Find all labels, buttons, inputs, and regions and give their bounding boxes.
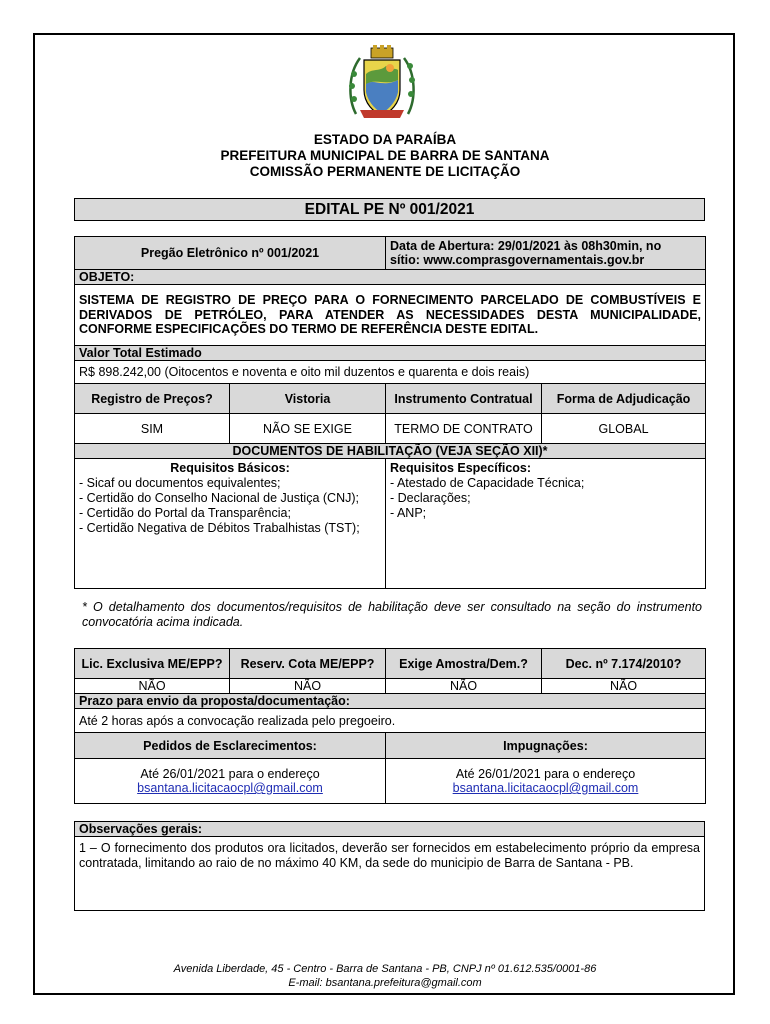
dec-value: NÃO — [542, 679, 706, 694]
obs-text: 1 – O fornecimento dos produtos ora licitados, deverão ser fornecidos em estabelecimento próprio da empresa contratada, limitando ao raio de no máximo 40 KM, da sede do municipio de Barra de Santana - PB. — [75, 837, 705, 911]
obs-table — [74, 821, 705, 911]
pregao-cell: Pregão Eletrônico nº 001/2021 — [75, 237, 386, 270]
basico-item: - Certidão Negativa de Débitos Trabalhistas (TST); — [79, 521, 360, 535]
footer — [0, 962, 770, 990]
basico-item: - Sicaf ou documentos equivalentes; — [79, 476, 281, 490]
pedidos-cell — [75, 759, 386, 804]
prazo-text: Até 2 horas após a convocação realizada pelo pregoeiro. — [75, 709, 706, 733]
coat-of-arms-icon — [342, 44, 422, 124]
especifico-item: - ANP; — [390, 506, 427, 520]
reserv-cota-value: NÃO — [230, 679, 386, 694]
pedidos-text: Até 26/01/2021 para o endereço — [140, 767, 320, 781]
registro-header: Registro de Preços? — [75, 384, 230, 414]
requisitos-basicos — [75, 459, 386, 589]
lic-exclusiva-value: NÃO — [75, 679, 230, 694]
objeto-text: SISTEMA DE REGISTRO DE PREÇO PARA O FORNECIMENTO PARCELADO DE COMBUSTÍVEIS E DERIVADOS DE PETRÓLEO, PARA ATENDER AS NECESSIDADES DESTA MUNICIPALIDADE, CONFORME ESPECIFICAÇÕES DO TERMO DE REFERÊNCIA DESTE EDITAL. — [75, 285, 706, 346]
impugnacoes-text: Até 26/01/2021 para o endereço — [455, 767, 636, 781]
info-table — [74, 236, 706, 589]
basicos-title: Requisitos Básicos: — [170, 461, 290, 475]
impugnacoes-cell — [386, 759, 706, 804]
instrumento-value: TERMO DE CONTRATO — [386, 414, 542, 444]
impugnacoes-label: Impugnações: — [386, 733, 706, 759]
header-prefeitura: PREFEITURA MUNICIPAL DE BARRA DE SANTANA — [220, 148, 550, 163]
valor-label: Valor Total Estimado — [75, 346, 706, 361]
basico-item: - Certidão do Conselho Nacional de Justiça (CNJ); — [79, 491, 359, 505]
docs-title: DOCUMENTOS DE HABILITAÇÃO (VEJA SEÇÃO XII)* — [75, 444, 706, 459]
forma-value: GLOBAL — [542, 414, 706, 444]
especificos-title: Requisitos Específicos: — [390, 461, 532, 475]
header-comissao: COMISSÃO PERMANENTE DE LICITAÇÃO — [249, 164, 521, 179]
abertura-line1: Data de Abertura: 29/01/2021 às 08h30min, no — [390, 239, 662, 253]
footer-address: Avenida Liberdade, 45 - Centro - Barra de Santana - PB, CNPJ nº 01.612.535/0001-86 — [173, 963, 597, 975]
lic-exclusiva-header: Lic. Exclusiva ME/EPP? — [75, 649, 230, 679]
edital-title: EDITAL PE Nº 001/2021 — [74, 198, 705, 221]
vistoria-header: Vistoria — [230, 384, 386, 414]
requisitos-especificos — [386, 459, 706, 589]
reserv-cota-header: Reserv. Cota ME/EPP? — [230, 649, 386, 679]
basico-item: - Certidão do Portal da Transparência; — [79, 506, 291, 520]
instrumento-header: Instrumento Contratual — [386, 384, 542, 414]
dec-header: Dec. nº 7.174/2010? — [542, 649, 706, 679]
forma-header: Forma de Adjudicação — [542, 384, 706, 414]
abertura-line2: sítio: www.comprasgovernamentais.gov.br — [390, 253, 645, 267]
especifico-item: - Atestado de Capacidade Técnica; — [390, 476, 585, 490]
pedidos-email-link[interactable]: bsantana.licitacaocpl@gmail.com — [137, 781, 323, 795]
impugnacoes-email-link[interactable]: bsantana.licitacaocpl@gmail.com — [452, 781, 639, 795]
pedidos-label: Pedidos de Esclarecimentos: — [75, 733, 386, 759]
footer-email: E-mail: bsantana.prefeitura@gmail.com — [288, 977, 482, 989]
valor-text: R$ 898.242,00 (Oitocentos e noventa e oito mil duzentos e quarenta e dois reais) — [75, 361, 706, 384]
especifico-item: - Declarações; — [390, 491, 471, 505]
obs-label: Observações gerais: — [75, 822, 705, 837]
vistoria-value: NÃO SE EXIGE — [230, 414, 386, 444]
habilitacao-note: * O detalhamento dos documentos/requisitos de habilitação deve ser consultado na seção do instrumento convocatória acima indicada. — [82, 600, 702, 629]
registro-value: SIM — [75, 414, 230, 444]
header-state: ESTADO DA PARAÍBA — [313, 132, 457, 147]
objeto-label: OBJETO: — [75, 270, 706, 285]
prazo-label: Prazo para envio da proposta/documentação: — [75, 694, 706, 709]
abertura-cell — [386, 237, 706, 270]
lic-table — [74, 648, 706, 804]
exige-amostra-value: NÃO — [386, 679, 542, 694]
exige-amostra-header: Exige Amostra/Dem.? — [386, 649, 542, 679]
